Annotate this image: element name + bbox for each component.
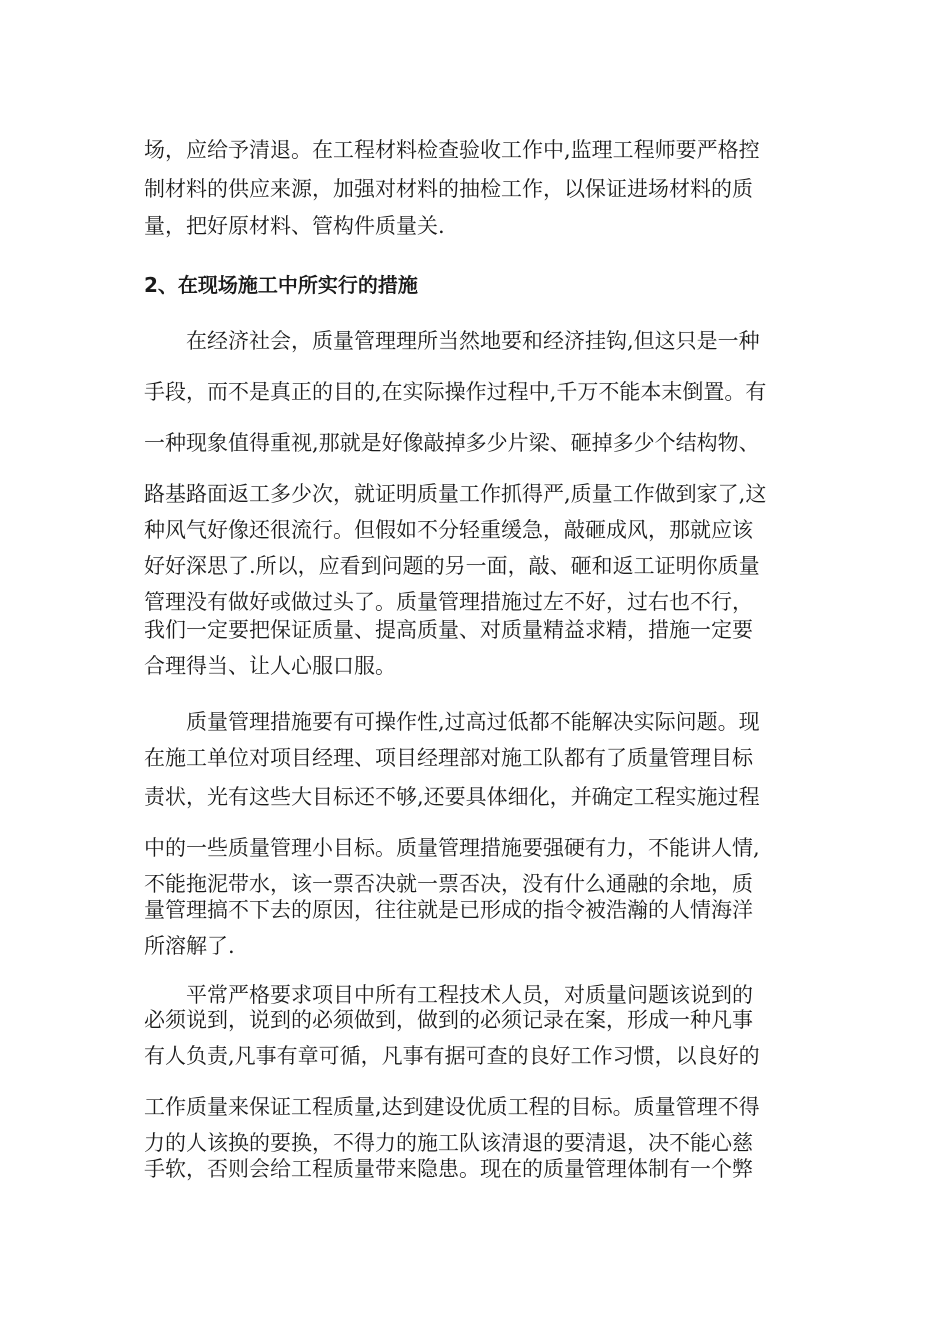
text-line: 制材料的供应来源，加强对材料的抽检工作，以保证进场材料的质 [144,177,753,201]
text-line: 好好深思了.所以，应看到问题的另一面，敲、砸和返工证明你质量 [144,554,760,578]
text-line: 一种现象值得重视,那就是好像敲掉多少片梁、砸掉多少个结构物、 [144,431,760,455]
text-line: 平常严格要求项目中所有工程技术人员，对质量问题该说到的 [186,983,753,1007]
text-line: 力的人该换的要换，不得力的施工队该清退的要清退，决不能心慈 [144,1131,753,1155]
text-line: 量，把好原材料、管构件质量关. [144,214,445,238]
text-line: 路基路面返工多少次，就证明质量工作抓得严,质量工作做到家了,这 [144,482,767,506]
text-line: 中的一些质量管理小目标。质量管理措施要强硬有力，不能讲人情, [144,836,760,860]
text-line: 量管理搞不下去的原因，往往就是已形成的指令被浩瀚的人情海洋 [144,898,753,922]
text-line: 我们一定要把保证质量、提高质量、对质量精益求精，措施一定要 [144,618,753,642]
text-line: 工作质量来保证工程质量,达到建设优质工程的目标。质量管理不得 [144,1095,760,1119]
text-line: 场，应给予清退。在工程材料检查验收工作中,监理工程师要严格控 [144,138,760,162]
text-line: 有人负责,凡事有章可循，凡事有据可查的良好工作习惯，以良好的 [144,1044,760,1068]
text-line: 管理没有做好或做过头了。质量管理措施过左不好，过右也不行， [144,590,753,614]
text-line: 责状，光有这些大目标还不够,还要具体细化，并确定工程实施过程 [144,785,760,809]
text-line: 必须说到，说到的必须做到，做到的必须记录在案，形成一种凡事 [144,1008,753,1032]
text-line: 不能拖泥带水，该一票否决就一票否决，没有什么通融的余地，质 [144,872,753,896]
text-line: 在施工单位对项目经理、项目经理部对施工队都有了质量管理目标 [144,746,753,770]
text-line: 手段，而不是真正的目的,在实际操作过程中,千万不能本末倒置。有 [144,380,767,404]
text-line: 手软，否则会给工程质量带来隐患。现在的质量管理体制有一个弊 [144,1157,753,1181]
text-line: 合理得当、让人心服口服。 [144,654,396,678]
text-line: 质量管理措施要有可操作性,过高过低都不能解决实际问题。现 [186,710,760,734]
section-heading: 2、在现场施工中所实行的措施 [144,273,418,297]
text-line: 所溶解了. [144,934,235,958]
text-line: 在经济社会，质量管理理所当然地要和经济挂钩,但这只是一种 [186,329,760,353]
text-line: 种风气好像还很流行。但假如不分轻重缓急，敲砸成风，那就应该 [144,518,753,542]
